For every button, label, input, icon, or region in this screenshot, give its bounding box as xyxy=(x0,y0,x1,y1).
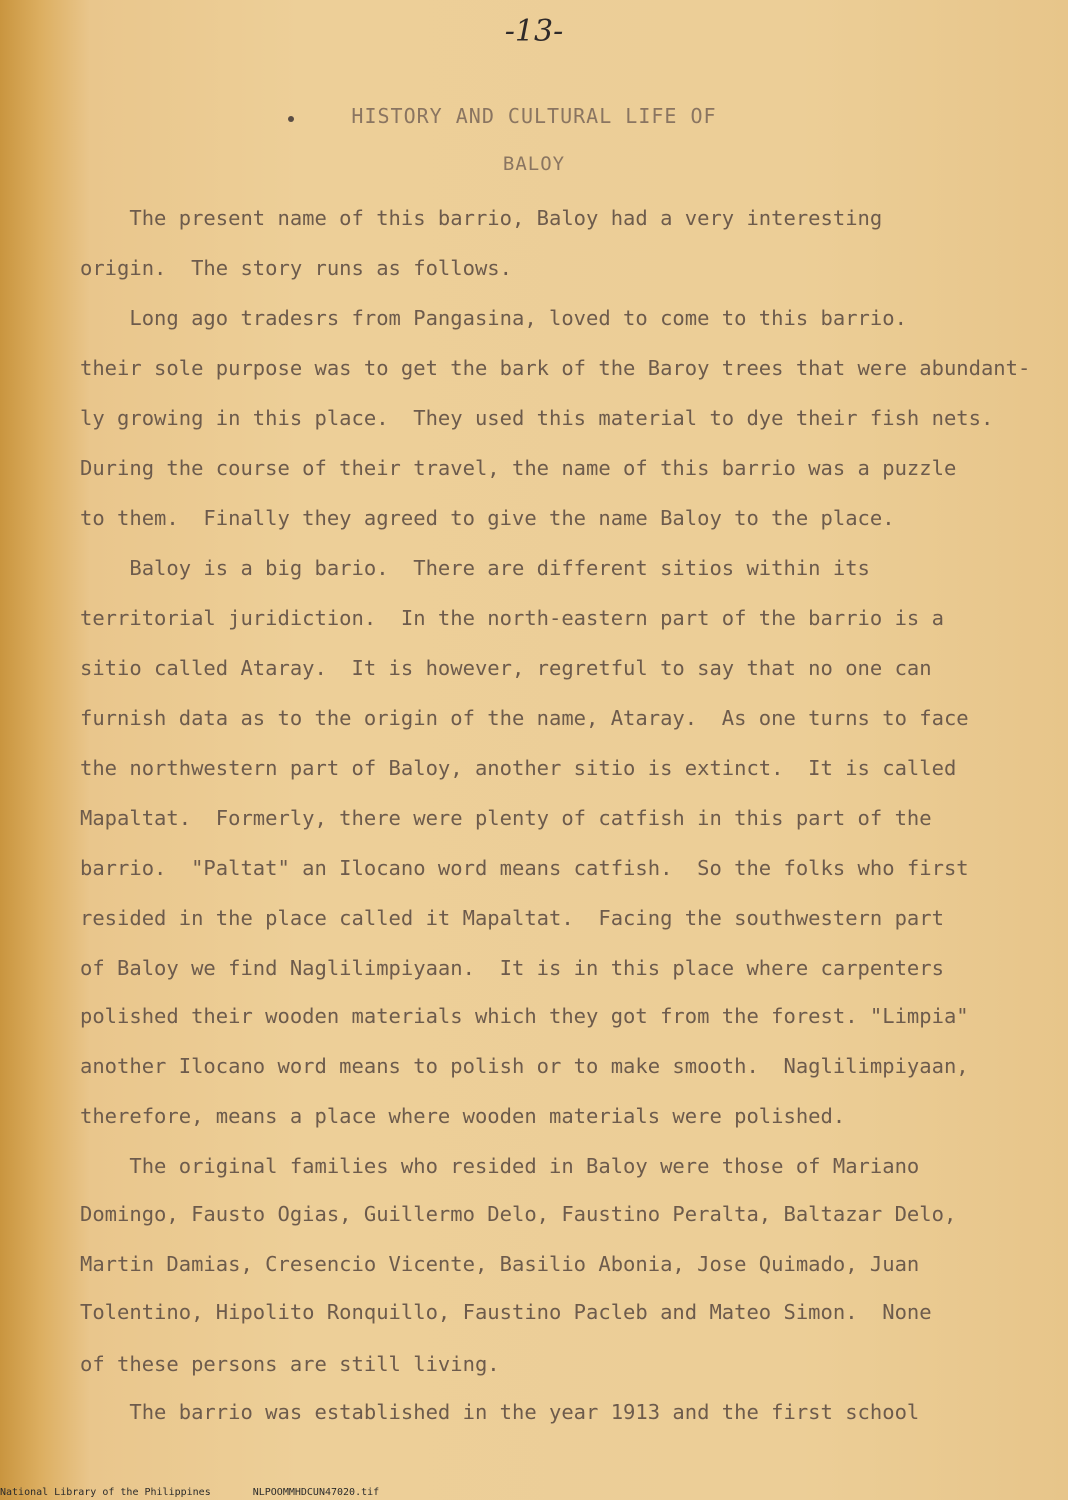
footer-library: National Library of the Philippines xyxy=(0,1487,211,1498)
text-line: Martin Damias, Cresencio Vicente, Basilio Abonia, Jose Quimado, Juan xyxy=(80,1252,920,1276)
text-line: During the course of their travel, the name of this barrio was a puzzle xyxy=(80,456,957,480)
text-line: furnish data as to the origin of the name, Ataray. As one turns to face xyxy=(80,706,969,730)
text-line: The barrio was established in the year 1913 and the first school xyxy=(80,1400,920,1424)
text-line: The original families who resided in Baloy were those of Mariano xyxy=(80,1154,920,1178)
text-line: therefore, means a place where wooden materials were polished. xyxy=(80,1104,846,1128)
text-line: Domingo, Fausto Ogias, Guillermo Delo, Faustino Peralta, Baltazar Delo, xyxy=(80,1202,957,1226)
text-line: of Baloy we find Naglilimpiyaan. It is in this place where carpenters xyxy=(80,956,944,980)
text-line: Mapaltat. Formerly, there were plenty of catfish in this part of the xyxy=(80,806,932,830)
text-line: The present name of this barrio, Baloy had a very interesting xyxy=(80,206,883,230)
document-title: HISTORY AND CULTURAL LIFE OF xyxy=(351,104,717,128)
text-line: barrio. "Paltat" an Ilocano word means catfish. So the folks who first xyxy=(80,856,969,880)
document-subtitle: BALOY xyxy=(502,153,566,175)
text-line: another Ilocano word means to polish or to make smooth. Naglilimpiyaan, xyxy=(80,1054,969,1078)
scan-footer xyxy=(0,1487,421,1498)
text-line: of these persons are still living. xyxy=(80,1352,500,1376)
text-line: territorial juridiction. In the north-eastern part of the barrio is a xyxy=(80,606,944,630)
text-line: Tolentino, Hipolito Ronquillo, Faustino Pacleb and Mateo Simon. None xyxy=(80,1300,932,1324)
text-line: the northwestern part of Baloy, another sitio is extinct. It is called xyxy=(80,756,957,780)
text-line: resided in the place called it Mapaltat. Facing the southwestern part xyxy=(80,906,944,930)
text-line: sitio called Ataray. It is however, regretful to say that no one can xyxy=(80,656,932,680)
text-line: to them. Finally they agreed to give the name Baloy to the place. xyxy=(80,506,895,530)
text-line: their sole purpose was to get the bark of the Baroy trees that were abundant- xyxy=(80,356,1031,380)
text-line: polished their wooden materials which they got from the forest. "Limpia" xyxy=(80,1004,969,1028)
page-number: -13- xyxy=(504,14,564,49)
footer-file: NLPOOMMHDCUN47020.tif xyxy=(252,1487,380,1498)
text-line: ly growing in this place. They used this material to dye their fish nets. xyxy=(80,406,994,430)
text-line: origin. The story runs as follows. xyxy=(80,256,512,280)
text-line: Long ago tradesrs from Pangasina, loved to come to this barrio. xyxy=(80,306,907,330)
text-line: Baloy is a big bario. There are different sitios within its xyxy=(80,556,870,580)
